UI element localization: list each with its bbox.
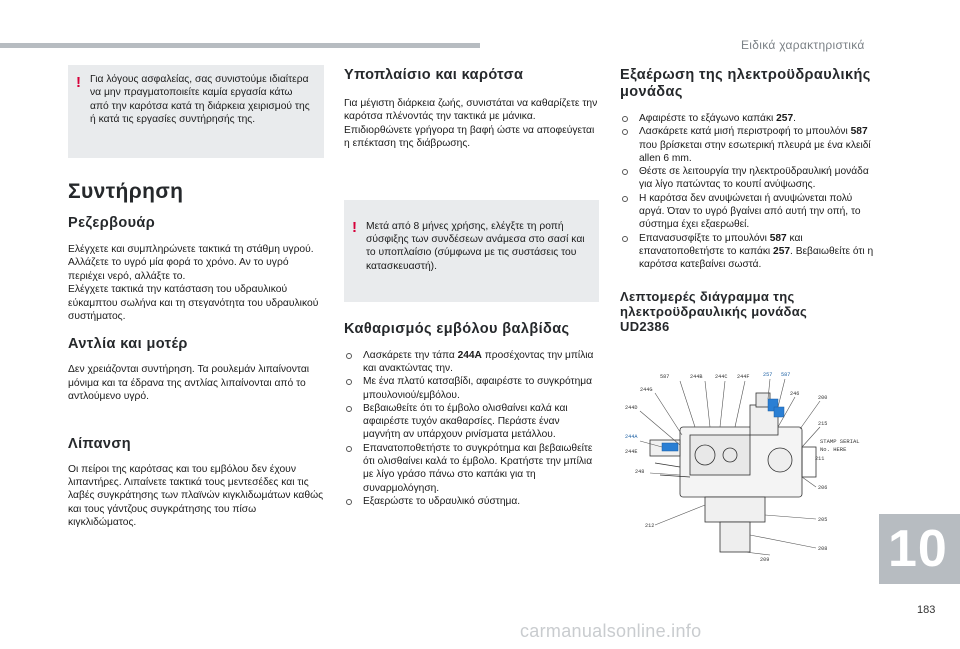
column-middle [344,65,599,508]
label-587b: 587 [781,372,791,378]
label-248: 248 [635,469,645,475]
reservoir-text-2: Ελέγχετε τακτικά την κατάσταση του υδραυλικού εύκαμπτου σωλήνα και τη στεγανότητα του υδραυλικού συστήματος. [68,284,319,323]
bleeding-title: Εξαέρωση της ηλεκτροϋδραυλικής μονάδας [620,67,871,100]
stamp-serial-text: STAMP SERIAL [820,438,860,445]
subframe-title: Υποπλαίσιο και καρότσα [344,67,524,83]
label-212: 212 [645,523,655,529]
list-item: Η καρότσα δεν ανυψώνεται ή ανυψώνεται πολύ αργά. Όταν το υγρό βγαίνει από αυτή την οπή, το σύστημα έχει εξαερωθεί. [620,192,875,232]
warning-exclamation-icon: ! [352,218,357,236]
label-244G: 244G [640,387,653,393]
label-244A: 244A [625,434,638,440]
label-208: 208 [818,546,828,552]
safety-warning-box [68,65,324,158]
page-number: 183 [917,604,936,616]
list-item: Βεβαιωθείτε ότι το έμβολο ολισθαίνει καλά και αφαιρέστε τυχόν ακαθαρσίες. Περάστε έναν μαγνήτη αν υπάρχουν ρινίσματα μετάλλου. [344,402,599,442]
reservoir-title: Ρεζερβουάρ [68,215,156,231]
reservoir-text-1: Ελέγχετε και συμπληρώνετε τακτικά τη στάθμη υγρού. Αλλάζετε το υγρό μία φορά το χρόνο. Αν το υγρό περιέχει νερό, αλλάξτε το. [68,244,314,282]
stamp-serial-text-2: No. HERE [820,446,847,453]
label-206: 206 [818,485,828,491]
label-246: 246 [790,391,800,397]
safety-warning-text: Για λόγους ασφαλείας, σας συνιστούμε ιδιαίτερα να μην πραγματοποιείτε καμία εργασία κάτω από την καρότσα κατά τη διάρκεια χειρισμού της ή κατά τις εργασίες συντήρησής της. [90,74,310,125]
list-item: Λασκάρετε κατά μισή περιστροφή το μπουλόνι 587 που βρίσκεται στην εσωτερική πλευρά με ένα κλειδί allen 6 mm. [620,125,875,165]
chapter-tab: 10 [879,514,960,584]
torque-warning-text: Μετά από 8 μήνες χρήσης, ελέγξτε τη ροπή σύσφιξης των συνδέσεων ανάμεσα στο σασί και το υποπλαίσιο (σύμφωνα με τις συστάσεις του κατασκευαστή). [366,220,585,272]
label-257: 257 [763,372,773,378]
bleeding-steps [620,112,875,272]
column-right [620,65,875,563]
maintenance-heading: Συντήρηση [68,180,184,203]
warning-exclamation-icon: ! [76,74,81,91]
label-244B: 244B [690,374,703,380]
watermark: carmanualsonline.info [520,621,702,641]
label-244D: 244D [625,405,638,411]
label-215: 215 [818,421,828,427]
label-211: 211 [815,456,825,462]
label-244C: 244C [715,374,728,380]
list-item: Με ένα πλατύ κατσαβίδι, αφαιρέστε το συγκρότημα μπουλονιού/εμβόλου. [344,375,599,402]
header-bar [0,43,480,48]
torque-warning-box [344,200,599,302]
label-244E: 244E [625,449,638,455]
diagram-title: Λεπτομερές διάγραμμα της ηλεκτροϋδραυλικής μονάδας UD2386 [620,288,808,334]
label-587: 587 [660,374,670,380]
subframe-text-2: Επιδιορθώνετε γρήγορα τη βαφή ώστε να αποφεύγεται η επέκταση της διάβρωσης. [344,124,595,150]
label-244F: 244F [737,374,750,380]
label-200: 200 [818,395,828,401]
label-205: 205 [818,517,828,523]
list-item: Επανασυσφίξτε το μπουλόνι 587 και επανατοποθετήστε το καπάκι 257. Βεβαιωθείτε ότι η καρότσα κατεβαίνει σωστά. [620,232,875,272]
pump-title: Αντλία και μοτέρ [68,336,188,353]
subframe-text-1: Για μέγιστη διάρκεια ζωής, συνιστάται να καθαρίζετε την καρότσα πλένοντάς την τακτικά με μάνικα. [344,98,598,123]
list-item: Λασκάρετε την τάπα 244A προσέχοντας την μπίλια και ανακτώντας την. [344,349,599,376]
lubrication-text: Οι πείροι της καρότσας και του εμβόλου δεν έχουν λιπαντήρες. Λιπαίνετε τακτικά τους μεντεσέδες και τις λαβές συγκράτησης των πλαϊνών κιγκλιδωμάτων καθώς και τους γάντζους συγκράτησης του πίσω κιγκλιδώματος. [68,463,324,529]
pump-text: Δεν χρειάζονται συντήρηση. Τα ρουλεμάν λιπαίνονται μόνιμα και τα έδρανα της αντλίας λιπαίνονται από το αντλούμενο υγρό. [68,364,310,403]
list-item: Θέστε σε λειτουργία την ηλεκτροϋδραυλική μονάδα για λίγο πατώντας το κουπί ανύψωσης. [620,165,875,192]
valve-cleaning-title: Καθαρισμός εμβόλου βαλβίδας [344,320,570,337]
label-209: 209 [760,557,770,563]
list-item: Αφαιρέστε το εξάγωνο καπάκι 257. [620,112,875,125]
hydraulic-unit-diagram [620,365,875,565]
lubrication-title: Λίπανση [68,435,131,452]
list-item: Εξαερώστε το υδραυλικό σύστημα. [344,495,599,508]
section-header-title: Ειδικά χαρακτηριστικά [741,38,865,52]
list-item: Επανατοποθετήστε το συγκρότημα και βεβαιωθείτε ότι ολισθαίνει καλά το έμβολο. Κρατήστε την μπίλια με λίγο γράσο πάνω στο καπάκι για τη συναρμολόγηση. [344,442,599,495]
valve-cleaning-steps [344,349,599,509]
column-left [68,65,324,530]
